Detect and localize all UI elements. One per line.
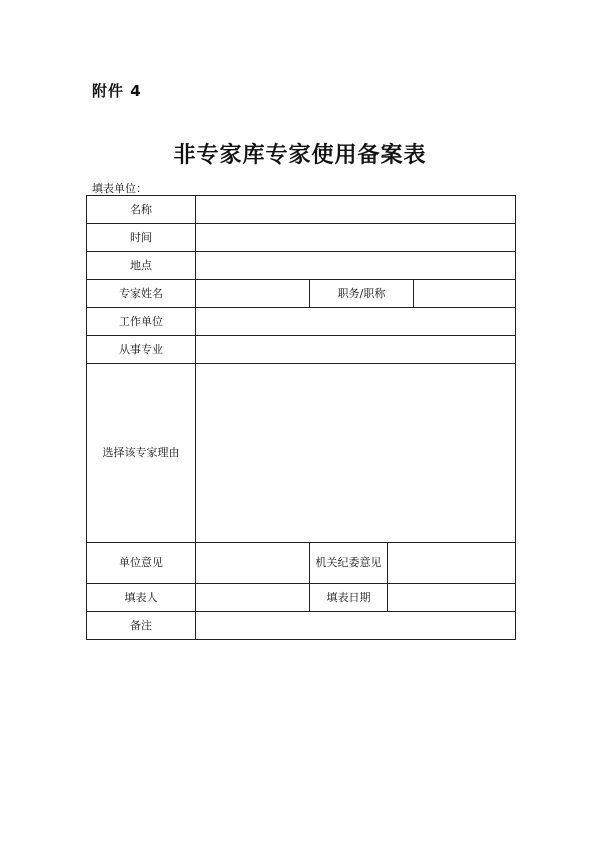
form-row-place	[87, 252, 516, 280]
time-field[interactable]	[196, 224, 516, 252]
discipline-opinion-field[interactable]	[388, 543, 516, 584]
form-row-reason	[87, 364, 516, 543]
form-row-remarks	[87, 612, 516, 640]
form-row-expert	[87, 280, 516, 308]
time-label: 时间	[87, 224, 196, 252]
filling-unit-label: 填表单位：	[92, 182, 147, 195]
filler-field[interactable]	[196, 584, 310, 612]
document-title: 非专家库专家使用备案表	[173, 142, 427, 168]
form-row-opinions	[87, 543, 516, 584]
place-field[interactable]	[196, 252, 516, 280]
expert-name-field[interactable]	[196, 280, 310, 308]
name-label: 名称	[87, 196, 196, 224]
reason-field[interactable]	[196, 364, 516, 543]
record-form-table	[86, 195, 516, 640]
fill-date-label: 填表日期	[310, 584, 388, 612]
position-field[interactable]	[414, 280, 516, 308]
position-label: 职务/职称	[310, 280, 414, 308]
form-row-filler	[87, 584, 516, 612]
remarks-field[interactable]	[196, 612, 516, 640]
unit-opinion-field[interactable]	[196, 543, 310, 584]
discipline-opinion-label: 机关纪委意见	[310, 543, 388, 584]
expert-name-label: 专家姓名	[87, 280, 196, 308]
specialty-label: 从事专业	[87, 336, 196, 364]
work-unit-field[interactable]	[196, 308, 516, 336]
place-label: 地点	[87, 252, 196, 280]
filler-label: 填表人	[87, 584, 196, 612]
attachment-label: 附件 4	[92, 82, 142, 100]
form-row-work-unit	[87, 308, 516, 336]
form-row-specialty	[87, 336, 516, 364]
remarks-label: 备注	[87, 612, 196, 640]
fill-date-field[interactable]	[388, 584, 516, 612]
form-row-time	[87, 224, 516, 252]
name-field[interactable]	[196, 196, 516, 224]
work-unit-label: 工作单位	[87, 308, 196, 336]
unit-opinion-label: 单位意见	[87, 543, 196, 584]
specialty-field[interactable]	[196, 336, 516, 364]
reason-label: 选择该专家理由	[87, 364, 196, 543]
form-row-name	[87, 196, 516, 224]
